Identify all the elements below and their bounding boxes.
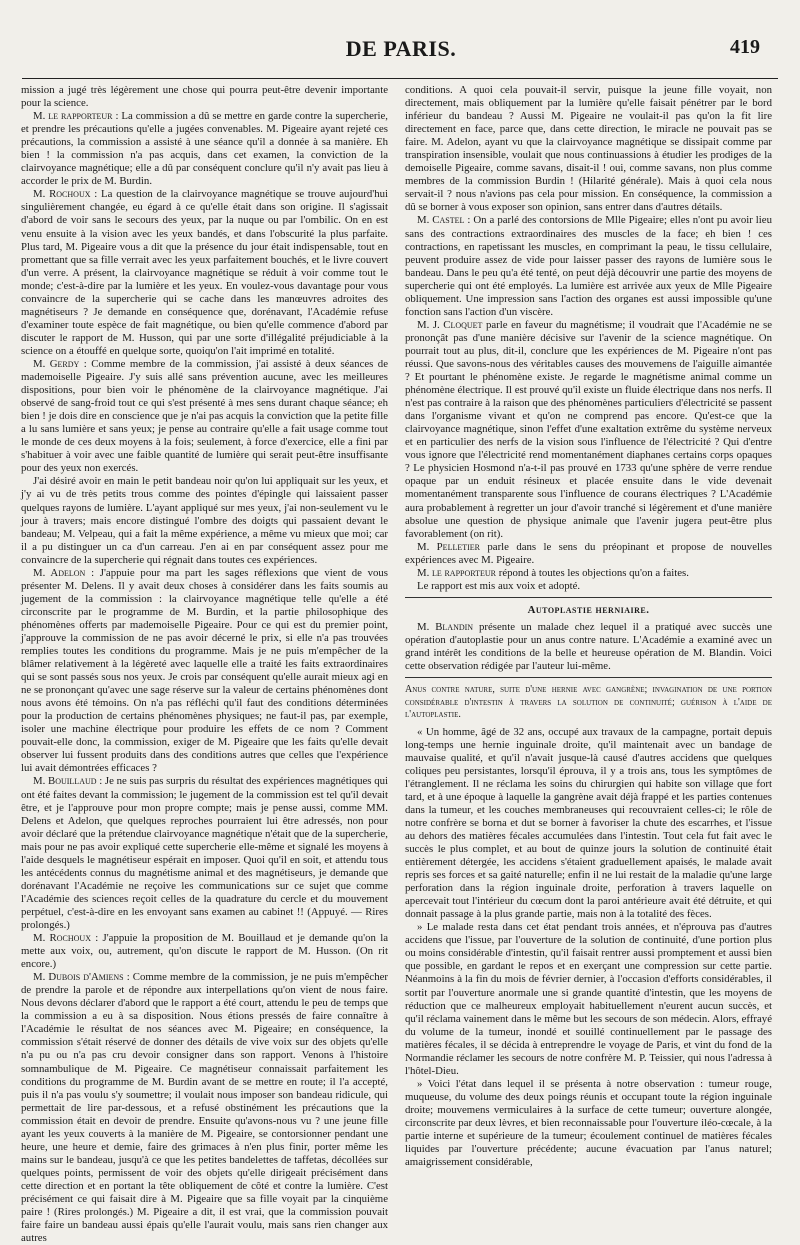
paragraph-text: : On a parlé des contorsions de Mlle Pigeaire; elles n'ont pu avoir lieu sans des contractions extraordinaires des muscles de la face; eh bien ! ces contractions, en rapetissant les muscles, en comprimant la peau, le tissu cellulaire, peuvent produire assez de vide pour laisser passer des rayons de lumière sous le bandeau. Dans le peu qu'a été tenté, on peut déjà découvrir une partie des moyens de supercherie qui ont été employés. La lumière est arrivée aux yeux de Mlle Pigeaire obliquement. Une impression sans l'action des organes est aussi impossible qu'une fonction sans l'action d'un viscère. bbox=[405, 214, 772, 318]
speaker-name: M. Bouillaud bbox=[33, 775, 97, 788]
paragraph bbox=[21, 475, 388, 566]
paragraph bbox=[405, 541, 772, 567]
paragraph-text: « Un homme, âgé de 32 ans, occupé aux travaux de la campagne, portait depuis long-temps une hernie inguinale droite, qu'il maintenait avec un bandage de mauvaise qualité, et qu'il n'avait jusque-là causé d'autres accidens que quelques coliques peu persistantes, lorsqu'il éprouva, il y a trois ans, tous les symptômes de l'étranglement. Il ne réclama les soins du chirurgien qui habite son village que fort tard, et à une époque à laquelle la gangrène avait déjà frappé et les parties contenues dans la tumeur, et les couches membraneuses qui recouvraient celles-ci; le rôle de notre confrère se borna et dut se borner à favoriser la chute des escarrhes, et l'issue au dehors des matières fécales accumulées dans l'intestin. Tout cela fut fait avec le succès le plus complet, et au bout de quinze jours la solution de continuité était entièrement détergée, les accidens s'étaient graduellement apaisés, le malade avait repris ses forces et sa gaité naturelle; enfin il ne lui restait de la maladie qu'une large perforation dans la région inguinale droite, perforation à travers laquelle on apercevait tout l'intérieur du cœcum dont la paroi antérieure avait été détruite, et qui donnait passage à la plus grande partie, mais non à la totalité des fèces. bbox=[405, 725, 772, 921]
section-rule bbox=[405, 597, 772, 598]
paragraph-text: : Je ne suis pas surpris du résultat des expériences magnétiques qui ont été faites devant la commission; le jugement de la commission est tel qu'il devait être, et je l'approuve pour mon propre compte; mais je pense aussi, comme MM. Delens et Adelon, que quelques reproches pourraient lui être adressés, non pour avoir déclaré que la prétendue clairvoyance magnétique n'était que de la supercherie, mais pour ne pas avoir expliqué cette supercherie elle-même et signalé les moyens à l'aide desquels le magnétiseur espérait en imposer. Quoi qu'il en soit, et attendu tous les antécédents connus du magnétisme animal et des magnétiseurs, je demande que dorénavant l'Académie ne reçoive les communications sur ce sujet que comme l'Académie des sciences reçoit celles de la quadrature du cercle et du mouvement perpétuel, c'est-à-dire en les envoyant sans examen au cabinet !! (Appuyé. — Rires prolongés.) bbox=[21, 775, 388, 931]
paragraph-text: conditions. A quoi cela pouvait-il servir, puisque la jeune fille voyait, non directement, mais obliquement par la lumière qu'elle faisait pénétrer par le bord inférieur du bandeau ? Aussi M. Pigeaire ne voulait-il pas qu'on la fit lire directement en face, parce que, dans cette direction, le miracle ne pouvait pas se faire. M. Adelon, ayant vu que la clairvoyance magnétique se dissipait comme par transpiration insensible, voulait que nous continuassions à étudier les prodiges de la demoiselle Pigeaire, comme savans, disait-il ! oui, comme savans, non plus comme membres de la commission Burdin ! (Hilarité générale). Mais à quoi cela nous servait-il ? nous n'avions pas cela pour mission. En conséquence, la commission a dû se borner à vous exposer son opinion, sans entrer dans d'autres détails. bbox=[405, 84, 772, 214]
paragraph bbox=[21, 971, 388, 1245]
paragraph bbox=[405, 621, 772, 673]
paragraph bbox=[21, 358, 388, 475]
paragraph-text: parle dans le sens du préopinant et propose de nouvelles expériences avec M. Pigeaire. bbox=[405, 540, 772, 566]
paragraph-text: mission a jugé très légèrement une chose qui pourra peut-être devenir importante pour la science. bbox=[21, 84, 388, 110]
header-rule bbox=[22, 78, 778, 79]
paragraph bbox=[405, 319, 772, 541]
speaker-name: M. Rochoux bbox=[33, 188, 91, 201]
paragraph bbox=[21, 188, 388, 358]
speaker-name: M. Castel bbox=[417, 214, 465, 227]
speaker-name: M. Blandin bbox=[417, 620, 474, 633]
paragraph bbox=[405, 726, 772, 922]
speaker-name: M. Rochoux bbox=[33, 932, 91, 945]
paragraph-text: » Le malade resta dans cet état pendant trois années, et n'éprouva pas d'autres accidens que l'issue, par l'ouverture de la solution de continuité, d'une portion plus ou moins considérable d'intestin, qu'il faisait rentrer aussi promptement et aussi bien que possible, en gardant le repos et en exerçant une compression sur cette partie. Néanmoins à la fin du mois de février dernier, à l'occasion d'efforts considérables, il sortit par l'ouverture anormale une si grande quantité d'intestin, que les moyens de réduction que ce malheureux employait habituellement n'eurent aucun succès, et qu'il réclama vainement dans le même but les secours de son médecin. Alors, effrayé du volume de la tumeur, inondé et souillé continuellement par le passage des matières fécales, il se décida à entreprendre le voyage de Paris, et vint du fond de la Normandie réclamer les secours de notre confrère M. P. Teissier, qui nous l'adressa à l'hôtel-Dieu. bbox=[405, 921, 772, 1077]
paragraph-text: répond à toutes les objections qu'on a faites. bbox=[498, 566, 689, 579]
speaker-name: M. Pelletier bbox=[417, 540, 480, 553]
case-heading: Anus contre nature, suite d'une hernie avec gangrène; invagination de une portion considérable d'intestin à travers la solution de continuité; guérison à l'aide de l'autoplastie. bbox=[405, 684, 773, 721]
paragraph bbox=[405, 921, 772, 1078]
paragraph-text: présente un malade chez lequel il a pratiqué avec succès une opération d'autoplastie pour un anus contre nature. L'Académie a examiné avec un grand intérêt les conditions de la belle et heureuse opération de M. Blandin. Voici cette observation rédigée par l'auteur lui-même. bbox=[405, 620, 772, 673]
speaker-name: M. le rapporteur bbox=[33, 110, 113, 123]
speaker-name: M. J. Cloquet bbox=[417, 318, 483, 331]
paragraph bbox=[21, 567, 388, 776]
paragraph-text: : Comme membre de la commission, je ne puis m'empêcher de prendre la parole et de répondre aux interpellations qu'on vient de nous faire. Nous devons déclarer d'abord que le rapport a été court, attendu le peu de temps que la commission a eu à sa disposition. Nous étions pressés de faire connaître à l'Académie le résultat de nos séances avec M. Pigeaire; en conséquence, la commission s'était réservé de donner des détails de vive voix sur des objets qu'elle n'a pu ou n'a pas cru devoir consigner dans son rapport. Venons à l'histoire somnambulique de M. Pigeaire. Ce magnétiseur connaissait parfaitement les conditions du programme de M. Burdin avant de se mettre en route; il l'a accepté, puis il n'a pas voulu s'y soumettre; il voulait nous imposer son bandeau ridicule, qui permettait de lire par-dessous, et a refusé obstinément les précautions que la commission était en devoir de prendre. Ensuite qu'avons-nous vu ? une jeune fille ayant les yeux couverts à la manière de M. Pigeaire, se contorsionner pendant une heure, une heure et demie, faire des grimaces à n'en plus finir, porter même les mains sur le bandeau, jusqu'à ce que les petites bandelettes de taffetas, décollées sur quelques points, permissent de voir des objets qu'elle dirigeait précisément dans cette direction et en portant la tête obliquement de côté et contre la lumière. C'est précisément ce qui faisait dire à M. Pigeaire que sa fille voyait par la cinquième paire ! (Rires prolongés.) M. Pigeaire a dit, il est vrai, que la commission pouvait faire faire un bandeau aussi épais qu'elle l'aurait voulu, mais sans rien changer aux autres bbox=[21, 971, 388, 1245]
paragraph-text: parle en faveur du magnétisme; il voudrait que l'Académie ne se prononçât pas d'une manière décisive sur l'avenir de la science magnétique. On pourrait tout au plus, dit-il, conclure que les expériences de M. Pigeaire n'ont pas réussi. Que savons-nous des véritables causes des mouvemens de l'aiguille aimantée ? Et pourtant le phénomène existe. Je regarde le magnétisme animal comme un phénomène électrique. Il est prouvé qu'il existe un fluide électrique dans nos nerfs. Il n'est pas contraire à la raison que des phénomènes particuliers d'électricité se passent dans l'organisme vivant et qu'on ne comprend pas encore. Qu'est-ce que la clairvoyance magnétique, sinon l'effet d'une exaltation extrême du système nerveux et en particulier des nerfs de la vision sous l'influence de l'électricité ? Qui d'entre vous ignore que l'électricité rend momentanément diaphanes certains corps opaques ? Le physicien Hosmond n'a-t-il pas prouvé en 1733 qu'une sphère de verre rendue opaque par un enduit résineux et placée ensuite dans le vide devenait momentanément transparente sous l'influence de courans électriques ? L'Académie aura probablement à regretter un jour d'avoir tranché si légèrement et d'une manière absolue une question de physique animale que l'avenir jugera peut-être plus favorablement (on rit). bbox=[405, 318, 773, 540]
section-rule bbox=[405, 677, 772, 678]
paragraph-text: J'ai désiré avoir en main le petit bandeau noir qu'on lui appliquait sur les yeux, et j'y ai vu de très petits trous comme des pointes d'épingle qui laissaient passer quelques rayons de lumière. L'ayant appliqué sur mes yeux, j'ai non-seulement vu le jour à travers; mais encore distingué l'ombre des doigts qui passaient devant le bandeau; M. Velpeau, qui a fait la même expérience, a même vu mieux que moi; car il a pu distinguer un ca d'un carreau. J'en ai en par conséquent assez pour me convaincre de la supercherie qui régnait dans toutes ces expériences. bbox=[21, 475, 388, 566]
paragraph-text: Le rapport est mis aux voix et adopté. bbox=[417, 579, 581, 592]
paragraph-text: : La question de la clairvoyance magnétique se trouve aujourd'hui singulièrement changée, eu égard à ce qu'elle était dans son origine. Il s'agissait d'abord de voir sans le secours des yeux, par la nuque ou par l'ombilic. On en est venu ensuite à la vision avec les yeux bandés, et dans l'obscurité la plus parfaite. Plus tard, M. Pigeaire vous a dit que la présence du jour était indispensable, tout en promettant que sa fille verrait avec les yeux parfaitement bouchés, et le livre couvert d'un verre. A présent, la clairvoyance magnétique se réduit à voir comme tout le monde; c'est-à-dire par la lumière et les yeux. En voulez-vous davantage pour vous convaincre de la supercherie qui se cache dans les manœuvres adroites des magnétiseurs ? Je demande en conséquence que, dorénavant, l'Académie refuse d'examiner toute espèce de fait magnétique, ou bien qu'elle commence d'abord par discuter le rapport de M. Husson, qui par une sorte d'illégalité préjudiciable à la science on a étouffé en quelque sorte, quoiqu'on l'ait imprimé en totalité. bbox=[21, 188, 388, 357]
paragraph bbox=[21, 932, 388, 971]
paragraph-text: : J'appuie pour ma part les sages réflexions que vient de vous présenter M. Delens. Il y avait deux choses à considérer dans les faits soumis au jugement de la commission : la clairvoyance magnétique telle qu'elle a été circonscrite par le programme de M. Burdin, et la partie philosophique des phénomènes offerts par mademoiselle Pigeaire. Pour ce qui est du premier point, j'approuve la commission de ne pas avoir décerné le prix, si elle n'a pas trouvées remplies toutes les conditions du programme. Mais je ne puis m'empêcher de la blâmer relativement à la légèreté avec laquelle elle a traité les faits extraordinaires qui se sont passés sous nos yeux. Je crois par conséquent qu'elle aurait mieux agi en ne se prononçant qu'avec une sage réserve sur la valeur de certains phénomènes dont nous avons été témoins. On n'a pas réfléchi qu'il faut des conditions déterminées pour la production de certains phénomènes physiques; ne faut-il pas, par exemple, isoler une machine électrique pour produire les effets de ce nom ? Comment pouvait-elle donc, la commission, exiger de M. Pigeaire que les faits qu'elle devait observer lui fussent produits dans des conditions autres que celles que l'expérience lui avait démontrées efficaces ? bbox=[21, 566, 389, 775]
paragraph bbox=[405, 214, 772, 318]
speaker-name: M. Adelon bbox=[33, 566, 86, 579]
paragraph bbox=[405, 580, 772, 593]
paragraph-text: » Voici l'état dans lequel il se présenta à notre observation : tumeur rouge, muqueuse, du volume des deux poings réunis et occupant toute la région inguinale droite; mouvemens vermiculaires à la surface de cette tumeur; ouverture alongée, circonscrite par deux lèvres, et bien reconnaissable pour l'ouverture iléo-cœcale, à la partie interne et supérieure de la tumeur; écoulement continuel de matières fécales liquides par l'ouverture précédente; aucune évacuation par l'anus naturel; amaigrissement considérable, bbox=[405, 1077, 772, 1169]
paragraph bbox=[405, 567, 772, 580]
masthead-title: DE PARIS. bbox=[345, 36, 457, 61]
speaker-name: M. Gerdy bbox=[33, 357, 80, 370]
right-column bbox=[405, 84, 773, 1169]
speaker-name: M. Dubois d'Amiens bbox=[33, 971, 124, 984]
paragraph bbox=[21, 84, 388, 110]
paragraph-text: : J'appuie la proposition de M. Bouillaud et je demande qu'on la mette aux voix, ou, autrement, qu'on discute le rapport de M. Husson. (On rit encore.) bbox=[21, 932, 388, 971]
page-number: 419 bbox=[730, 36, 760, 58]
paragraph-text: : La commission a dû se mettre en garde contre la supercherie, et prendre les précautions qu'elle a jugées convenables. M. Pigeaire ayant rejeté ces précautions, la commission a assisté à une séance qu'il a donnée à sa manière. Eh bien ! la commission n'a pas acquis, dans cet examen, la conviction de la clairvoyance magnétique; elle a dû par conséquent conclure qu'il n'y avait pas lieu à accorder le prix de M. Burdin. bbox=[21, 110, 388, 188]
paragraph bbox=[21, 775, 388, 932]
paragraph bbox=[21, 110, 388, 188]
paragraph bbox=[405, 1078, 772, 1169]
paragraph-text: : Comme membre de la commission, j'ai assisté à deux séances de mademoiselle Pigeaire. J'y suis allé sans prévention aucune, avec les meilleures dispositions, pour bien voir le phénomène de la clairvoyance magnétique. J'ai observé de sang-froid tout ce qui s'est présenté à mes sens durant chaque séance; eh bien ! je dois dire en conscience que je n'ai pas acquis la conviction que la petite fille a lu sans lumière et sans yeux; je pense au contraire qu'elle a fait usage comme tout le monde de ces deux moyens à la fois; seulement, à force d'exercice, elle a fini par s'habituer à voir avec une faible quantité de lumière qui serait peut-être insuffisante pour des yeux non exercés. bbox=[21, 357, 388, 475]
paragraph bbox=[405, 84, 772, 214]
masthead bbox=[0, 36, 800, 76]
speaker-name: M. le rapporteur bbox=[417, 566, 497, 579]
left-column bbox=[21, 84, 389, 1245]
section-heading: Autoplastie herniaire. bbox=[527, 603, 650, 616]
